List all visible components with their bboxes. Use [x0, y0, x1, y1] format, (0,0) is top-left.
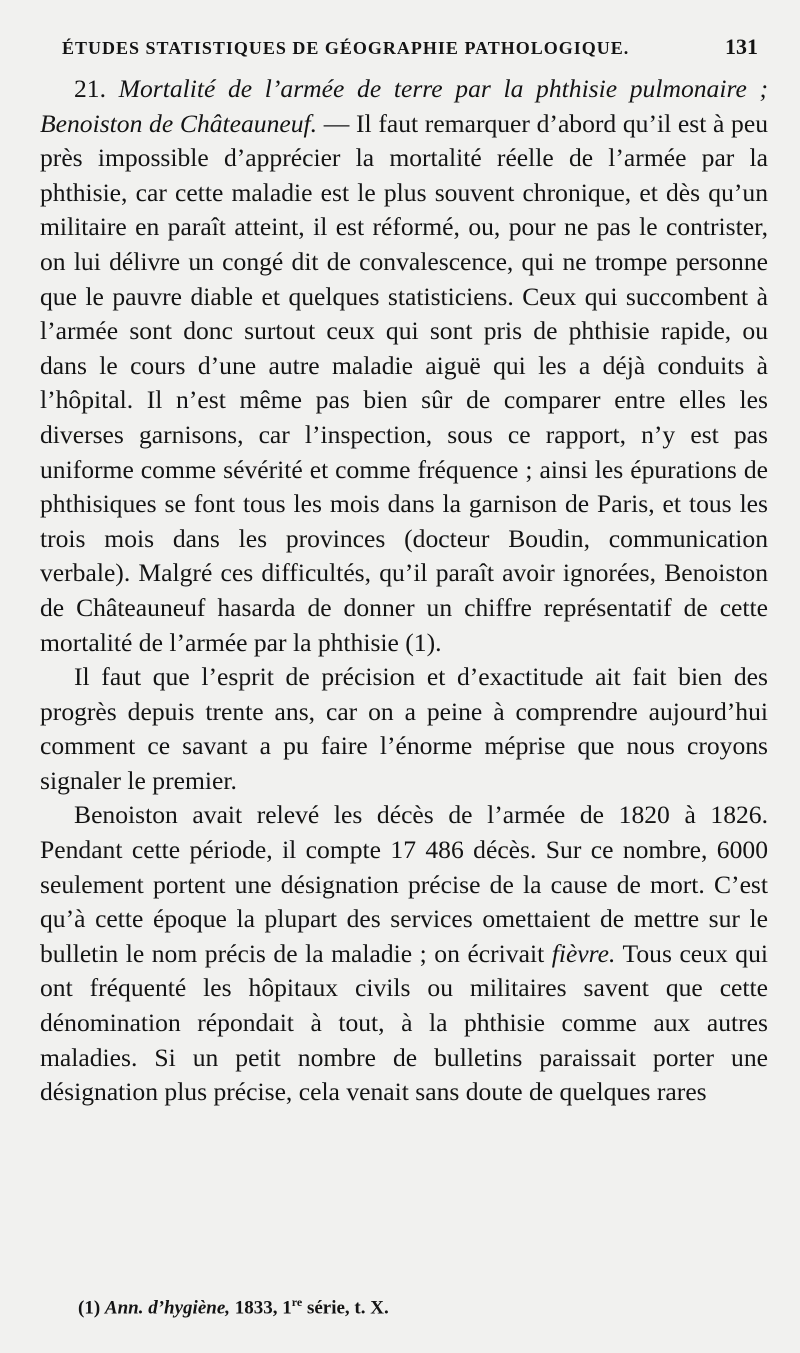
section-paragraph	[40, 72, 768, 660]
body-text	[40, 72, 768, 1110]
paragraph-text: — Il faut remarquer d’abord qu’il est à peu près impossible d’apprécier la mortalité réelle de l’armée par la phthisie, car cette maladie est le plus souvent chronique, et dès qu’un militaire en paraît atteint, il est réformé, ou, pour ne pas le contrister, on lui délivre un congé dit de convalescence, qui ne trompe personne que le pauvre diable et quelques statisticiens. Ceux qui succombent à l’armée sont donc surtout ceux qui sont pris de phthisie rapide, ou dans le cours d’une autre maladie aiguë qui les a déjà conduits à l’hôpital. Il n’est même pas bien sûr de comparer entre elles les diverses garnisons, car l’inspection, sous ce rapport, n’y est pas uniforme comme sévérité et comme fréquence ; ainsi les épurations de phthisiques se font tous les mois dans la garnison de Paris, et tous les trois mois dans les provinces (docteur Boudin, communication verbale). Malgré ces difficultés, qu’il paraît avoir ignorées, Benoiston de Châteauneuf hasarda de donner un chiffre représentatif de cette mortalité de l’armée par la phthisie (1).	[40, 108, 768, 657]
footnote-marker: (1)	[78, 1297, 101, 1319]
footnote-series-superscript: re	[291, 1295, 303, 1309]
footnote-rest: série, t. X.	[306, 1297, 389, 1319]
footnote-year: 1833,	[234, 1297, 278, 1319]
running-title: ÉTUDES STATISTIQUES DE GÉOGRAPHIE PATHOLOGIQUE.	[62, 38, 630, 58]
paragraph-text: Il faut que l’esprit de précision et d’exactitude ait fait bien des progrès depuis trente ans, car on a peine à comprendre aujourd’hui comment ce savant a pu faire l’énorme méprise que nous croyons signaler le premier.	[40, 662, 768, 795]
section-number: 21.	[74, 74, 106, 103]
paragraph-text: Benoiston avait relevé les décès de l’armée de 1820 à 1826. Pendant cette période, il compte 17 486 décès. Sur ce nombre, 6000 seulement portent une désignation précise de la cause de mort. C’est qu’à cette époque la plupart des services omettaient de mettre sur le bulletin le nom précis de la maladie ; on écrivait	[40, 800, 768, 968]
footnote	[78, 1295, 389, 1319]
emphasis-word: fièvre.	[551, 938, 616, 968]
footnote-series-number: 1	[282, 1297, 292, 1319]
page-number: 131	[725, 34, 758, 59]
footnote-source: Ann. d’hygiène,	[104, 1297, 231, 1319]
paragraph	[40, 660, 768, 798]
section-title: Mortalité de l’armée de terre par la phthisie pulmonaire ; Benoiston de Châteauneuf.	[40, 74, 768, 138]
paragraph	[40, 798, 768, 1109]
running-head	[62, 34, 758, 60]
paragraph-text: Tous ceux qui ont fréquenté les hôpitaux civils ou militaires savent que cette dénomination répondait à tout, à la phthisie comme aux autres maladies. Si un petit nombre de bulletins paraissait porter une désignation plus précise, cela venait sans doute de quelques rares	[40, 938, 769, 1107]
